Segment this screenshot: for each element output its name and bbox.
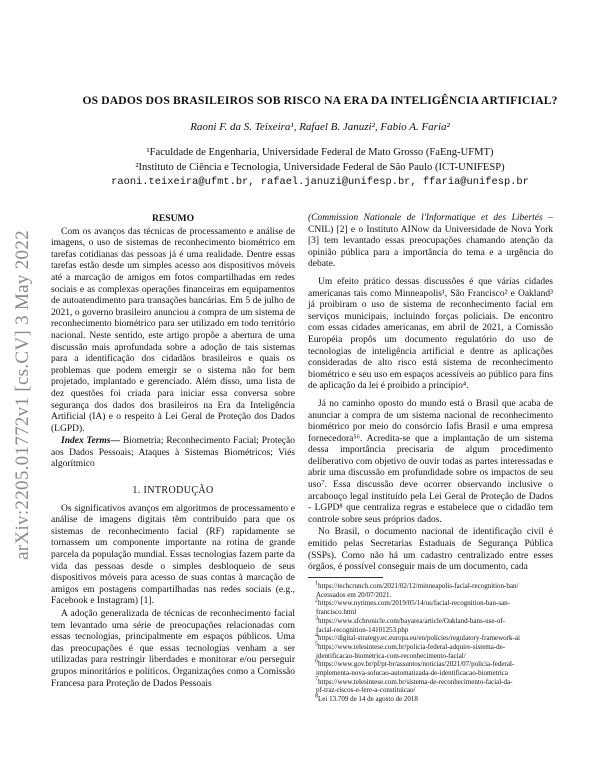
footnote-continuation: implementa-nova-solucao-automatizada-de-identificacao-biometrica bbox=[316, 669, 509, 678]
footnote-7 bbox=[308, 678, 553, 687]
footnote-continuation: Acessados em 20/07/2021. bbox=[316, 590, 392, 599]
right-paragraph-3: Já no caminho oposto do mundo está o Brasil que acaba de anunciar a compra de um sistema nacional de reconhecimento biométrico por meio do consórcio Iafis Brasil e uma empresa fornecedora⁵⁶. Acredita-se que a implantação de um sistema dessa importância precisaria de algum procedimento deliberativo com objetivo de ouvir todas as partes interessadas e abrir uma discussão em profundidade sobre os impactos de seu uso⁷. Essa discussão deve ocorrer observando inclusive o arcabouço legal instituído pela Lei Geral de Proteção de Dados - LGPD⁸ que centraliza regras e estabelece que o cidadão tem controle sobre seus próprios dados. bbox=[308, 398, 553, 525]
footnote-number: 2 bbox=[315, 598, 318, 605]
footnote-link[interactable]: https://www.telesintese.com.br/sistema-de-reconhecimento-facial-da- bbox=[318, 677, 513, 686]
footnote-continuation: pf-traz-riscos-e-fere-a-constituicao/ bbox=[316, 686, 416, 695]
footnote-number: 3 bbox=[315, 615, 318, 622]
footnote-number: 6 bbox=[315, 659, 318, 665]
abstract-heading: RESUMO bbox=[151, 213, 195, 224]
author-emails: raoni.teixeira@ufmt.br, rafael.januzi@unifesp.br, ffaria@unifesp.br bbox=[111, 176, 529, 188]
abstract-text: Com os avanços das técnicas de processamento e análise de imagens, o uso de sistemas de reconhecimento biométrico em tarefas cotidianas das pessoas já é uma realidade. Dentre essas tarefas estão desde um simples acesso aos dispositivos móveis até a marcação de amigos em fotos compartilhadas em redes sociais e as complexas operações financeiras em equipamentos de autoatendimento para transações bancárias. Em 5 de julho de 2021, o governo brasileiro anunciou a compra de um sistema de reconhecimento biométrico para ser utilizado em todo território nacional. Neste sentido, este artigo propõe a abertura de uma discussão mais aprofundada sobre a adoção de tais sistemas para a identificação dos cidadãos brasileiros e quais os problemas que podem emergir se o sistema não for bem projetado, implantado e gerenciado. Além disso, uma lista de dez questões foi criada para iniciar essa conversa sobre segurança dos dados dos brasileiros na Era da Inteligência Artificial (IA) e o respeito à Lei Geral de Proteção dos Dados (LGPD). bbox=[51, 226, 295, 434]
footnote-8 bbox=[308, 695, 553, 704]
footnote-link[interactable]: https://www.gov.br/pf/pt-br/assuntos/noticias/2021/07/policia-federal- bbox=[318, 660, 515, 669]
footnote-continuation: identificacao-biometrica-com-reconhecimento-facial/ bbox=[316, 651, 466, 660]
footnote-number: 4 bbox=[315, 632, 318, 639]
intro-paragraph-2: A adoção generalizada de técnicas de reconhecimento facial tem levantado uma série de preocupações relacionadas com essas tecnologias, principalmente em espaços públicos. Uma das preocupações é que essas tecnologias venham a ser utilizadas para restringir liberdades e monitorar e/ou perseguir grupos minoritários e políticos. Organizações como a Comissão Francesa para Proteção de Dados Pessoais bbox=[51, 609, 295, 689]
affiliation-2: ²Instituto de Ciência e Tecnologia, Universidade Federal de São Paulo (ICT-UNIFESP) bbox=[135, 162, 505, 173]
right-paragraph-2: Um efeito prático dessas discussões é que várias cidades americanas tais como Minneapolis¹, São Francisco² e Oakland³ já proibiram o uso de sistema de reconhecimento facial em serviços municipais, incluindo forças policiais. De encontro com essas cidades americanas, em abril de 2021, a Comissão Européia propôs um documento regulatório do uso de tecnologias de inteligência artificial e dentre as aplicações consideradas de alto risco está sistema de reconhecimento biométrico e seu uso em espaços acessíveis ao público para fins de aplicação da lei é proibido a princípio⁴. bbox=[308, 276, 553, 392]
footnote-link[interactable]: https://www.sfchronicle.com/bayarea/article/Oakland-bans-use-of- bbox=[318, 616, 505, 625]
footnote-link: Lei 13.709 de 14 de agosto de 2018 bbox=[318, 695, 418, 704]
intro-paragraph-1: Os significativos avanços em algoritmos de processamento e análise de imagens digitais têm contribuído para que os sistemas de reconhecimento facial (RF) rapidamente se tornassem um componente importante na rotina de grande parcela da população mundial. Essas tecnologias fazem parte da vida das pessoas desde o simples desbloqueio de seus dispositivos móveis para acesso de suas contas à marcação de amigos em postagens compartilhadas nas redes sociais (e.g., Facebook e Instagram) [1]. bbox=[51, 503, 295, 607]
footnote-link[interactable]: https://www.telesintese.com.br/policia-federal-adquire-sistema-de- bbox=[318, 642, 506, 651]
footnote-list bbox=[308, 582, 553, 704]
paper-authors: Raoni F. da S. Teixeira¹, Rafael B. Januzi², Fabio A. Faria² bbox=[190, 121, 450, 133]
footnote-continuation: facial-recognition-14101253.php bbox=[316, 625, 409, 634]
right-paragraph-1-rest: – CNIL) [2] e o Instituto AINow da Universidade de Nova York [3] tem levantado essas preocupações chamando atenção da opinião pública para a importância do tema e a urgência do debate. bbox=[308, 213, 553, 270]
footnote-3 bbox=[308, 617, 553, 626]
left-column bbox=[51, 213, 295, 691]
footnote-number: 7 bbox=[315, 676, 318, 683]
index-terms bbox=[51, 436, 295, 471]
right-column bbox=[308, 213, 553, 575]
footnote-number: 1 bbox=[315, 580, 318, 587]
footnote-2 bbox=[308, 599, 553, 608]
right-paragraph-4: No Brasil, o documento nacional de identificação civil é emitido pelas Secretarias Estaduais de Segurança Pública (SSPs). Como não há um cadastro centralizado entre esses órgãos, é possível conseguir mais de um documento, cada bbox=[308, 527, 553, 573]
arxiv-stamp-text: arXiv:2205.01772v1 [cs.CV] 3 May 2022 bbox=[12, 230, 33, 560]
footnote-link[interactable]: https://www.nytimes.com/2019/05/14/us/facial-recognition-ban-san- bbox=[318, 599, 511, 608]
arxiv-identifier bbox=[6, 200, 40, 590]
right-paragraph-1 bbox=[308, 213, 553, 271]
footnote-1 bbox=[308, 582, 553, 591]
footnotes bbox=[308, 577, 553, 704]
footnote-link[interactable]: https://techcrunch.com/2021/02/12/minneapolis-facial-recognition-ban/ bbox=[318, 582, 519, 590]
footnote-number: 8 bbox=[315, 693, 318, 700]
index-terms-text: Biometria; Reconhecimento Facial; Proteção aos Dados Pessoais; Ataques à Sistemas Biométricos; Viés algorítmico bbox=[51, 436, 295, 470]
affiliation-1: ¹Faculdade de Engenharia, Universidade Federal de Mato Grosso (FaEng-UFMT) bbox=[146, 147, 494, 158]
footnote-continuation: francisco.html bbox=[316, 608, 357, 617]
footnote-5 bbox=[308, 643, 553, 652]
footnote-number: 5 bbox=[315, 641, 318, 648]
section-heading-introducao: 1. INTRODUÇÃO bbox=[132, 485, 214, 497]
footnote-6 bbox=[308, 660, 553, 669]
footnote-4 bbox=[308, 634, 553, 643]
index-terms-label: Index Terms— bbox=[61, 436, 120, 447]
paper-title: OS DADOS DOS BRASILEIROS SOB RISCO NA ERA DA INTELIGÊNCIA ARTIFICIAL? bbox=[82, 94, 558, 107]
cnil-name: (Commission Nationale de l'Informatique et des Libertés bbox=[308, 213, 543, 223]
footnote-rule bbox=[308, 577, 383, 578]
footnote-link[interactable]: https://digital-strategy.ec.europa.eu/en/policies/regulatory-framework-ai bbox=[318, 634, 520, 643]
